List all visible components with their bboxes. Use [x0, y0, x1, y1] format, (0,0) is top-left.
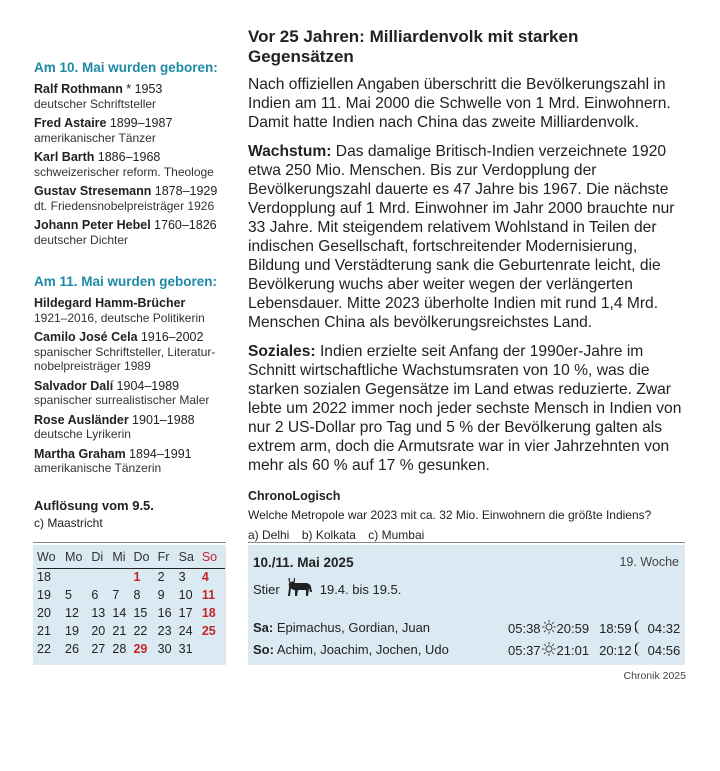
birthday-entry — [34, 296, 234, 325]
sun-icon — [542, 620, 556, 637]
weekday-label: Mo — [65, 549, 83, 564]
article-intro: Nach offiziellen Angaben überschritt die Bevölkerungszahl in Indien am 11. Mai 2000 die Schwelle von 1 Mrd. Einwohnern. Damit hatte Indien nach China das zweite Milliardenvolk. — [248, 76, 671, 131]
person-name: Salvador Dalí — [34, 378, 114, 393]
person-years: 1886–1968 — [97, 150, 161, 164]
calendar-day: 21 — [112, 623, 127, 638]
birthday-entry — [34, 379, 234, 408]
person-name: Rose Ausländer — [34, 412, 129, 427]
sun-icon — [542, 642, 556, 659]
calendar-week-number: 19 — [37, 587, 51, 602]
calendar-day: 6 — [91, 587, 99, 602]
sunset-time: 21:01 — [556, 643, 590, 658]
person-desc: deutscher Schriftsteller — [34, 96, 157, 111]
birthdays-column — [34, 60, 234, 530]
calendar-day: 10 — [178, 587, 193, 602]
calendar-day: 3 — [178, 569, 186, 584]
month-calendar — [33, 545, 226, 665]
person-years: 1894–1991 — [129, 446, 192, 461]
calendar-day: 15 — [133, 605, 148, 620]
zodiac-range: 19.4. bis 19.5. — [319, 582, 402, 597]
weekday-label: Di — [91, 549, 104, 564]
birthday-entry — [34, 82, 234, 111]
person-desc-cont: nobelpreisträger 1989 — [34, 359, 151, 373]
weekday-label: Fr — [157, 549, 170, 564]
day-label: Sa: — [253, 620, 274, 635]
calendar-week-number: 20 — [37, 605, 51, 620]
moonrise-time: 18:59 — [599, 621, 632, 636]
paragraph-keyword: Soziales: — [248, 343, 316, 360]
moonrise-time: 20:12 — [599, 643, 632, 658]
weekday-label: Wo — [37, 549, 56, 564]
sunset-time: 20:59 — [556, 621, 590, 636]
name-days: Achim, Joachim, Jochen, Udo — [273, 642, 449, 657]
weekday-label: Do — [133, 549, 150, 564]
article-title: Vor 25 Jahren: Milliardenvolk mit starken Gegensätzen — [248, 27, 579, 66]
sunrise-time: 05:37 — [508, 643, 541, 658]
paragraph-keyword: Wachstum: — [248, 143, 332, 160]
calendar-day: 11 — [201, 587, 216, 602]
name-days: Epimachus, Gordian, Juan — [273, 620, 431, 635]
birthday-entry — [34, 184, 234, 213]
paragraph-text: Indien erzielte seit Anfang der 1990er-Jahre im Schnitt wirtschaftliche Wachstumsraten von 10 %, was die starken sozialen Gegensätze im Land etwas reduzierte. Zwar lebte um 2022 immer noch jeder sechste Mensch in Indien von nur 2 US-Dollar pro Tag und 5 % der Bevölkerung galten als extrem arm, doch die Armutsrate war in vier Jahrzehnten von mehr als 60 % auf 17 % gesunken. — [248, 343, 682, 474]
calendar-week-row — [37, 623, 225, 641]
calendar-day: 27 — [91, 641, 106, 656]
person-desc: deutscher Dichter — [34, 232, 129, 247]
calendar-week-row — [37, 641, 225, 659]
person-name: Ralf Rothmann — [34, 82, 123, 96]
person-desc: dt. Friedensnobelpreisträger 1926 — [34, 198, 215, 213]
calendar-day: 26 — [65, 641, 79, 656]
day-row-saturday — [253, 620, 683, 635]
calendar-day: 25 — [201, 623, 216, 638]
person-desc: amerikanische Tänzerin — [34, 461, 162, 475]
person-desc: spanischer Schriftsteller, Literatur- — [34, 344, 216, 359]
person-name: Karl Barth — [34, 150, 95, 164]
calendar-day: 24 — [178, 623, 193, 638]
person-desc: amerikanischer Tänzer — [34, 130, 156, 145]
day-row-sunday — [253, 642, 683, 657]
article — [248, 27, 688, 544]
moon-icon — [635, 642, 645, 659]
moonset-time: 04:32 — [647, 621, 681, 636]
day-info-box — [248, 545, 685, 665]
calendar-week-number: 21 — [37, 623, 51, 638]
person-name: Johann Peter Hebel — [34, 218, 151, 232]
calendar-day: 19 — [65, 623, 79, 638]
calendar-table — [37, 549, 225, 659]
person-name: Hildegard Hamm-Brücher — [34, 296, 186, 310]
calendar-week-row — [37, 605, 225, 623]
calendar-day — [112, 569, 133, 588]
quiz-heading: ChronoLogisch — [248, 489, 341, 503]
calendar-week-row — [37, 587, 225, 605]
calendar-header-row — [37, 549, 225, 569]
person-desc: 1921–2016, deutsche Politikerin — [34, 310, 205, 325]
calendar-day: 12 — [65, 605, 79, 620]
weekday-label: Mi — [112, 549, 126, 564]
person-desc: spanischer surrealistischer Maler — [34, 393, 210, 407]
quiz-question: Welche Metropole war 2023 mit ca. 32 Mio. Einwohnern die größte Indiens? — [248, 508, 652, 522]
person-years: 1901–1988 — [132, 412, 195, 427]
zodiac — [253, 578, 401, 601]
birthday-entry — [34, 413, 234, 442]
article-paragraph-social — [248, 342, 688, 475]
calendar-day: 16 — [157, 605, 172, 620]
calendar-day: 5 — [65, 587, 72, 602]
calendar-day — [65, 569, 91, 588]
solution-heading: Auflösung vom 9.5. — [34, 497, 154, 513]
divider — [248, 542, 685, 543]
quiz-option: a) Delhi — [248, 528, 290, 542]
person-years: 1760–1826 — [154, 218, 217, 232]
article-paragraph-growth — [248, 142, 688, 332]
calendar-day: 1 — [133, 569, 141, 584]
calendar-day: 13 — [91, 605, 106, 620]
zodiac-name: Stier — [253, 582, 280, 597]
day-label: So: — [253, 642, 274, 657]
quiz-option: b) Kolkata — [301, 528, 356, 542]
sun-moon-times — [508, 642, 680, 659]
day-date: 10./11. Mai 2025 — [253, 555, 354, 570]
calendar-day: 31 — [178, 641, 193, 656]
person-name: Martha Graham — [34, 446, 126, 461]
calendar-day: 28 — [112, 641, 127, 656]
calendar-day: 4 — [201, 569, 209, 584]
person-desc: deutsche Lyrikerin — [34, 427, 131, 441]
calendar-day: 29 — [133, 641, 148, 656]
calendar-day: 14 — [112, 605, 127, 620]
calendar-day: 7 — [112, 587, 120, 602]
weekday-label: Sa — [178, 549, 194, 564]
person-name: Camilo José Cela — [34, 330, 138, 344]
calendar-day: 18 — [201, 605, 216, 620]
taurus-icon — [286, 578, 314, 601]
birthdays-heading-may11: Am 11. Mai wurden geboren: — [34, 274, 218, 289]
calendar-week-row — [37, 569, 225, 588]
calendar-day: 8 — [133, 587, 141, 602]
person-years: 1904–1989 — [116, 378, 180, 393]
calendar-day: 30 — [157, 641, 172, 656]
birthday-entry — [34, 150, 234, 179]
person-years: 1916–2002 — [140, 330, 204, 344]
footer-label: Chronik 2025 — [623, 670, 686, 682]
sun-moon-times — [508, 620, 680, 637]
calendar-week-number: 22 — [37, 641, 51, 656]
paragraph-text: Das damalige Britisch-Indien verzeichnete 1920 etwa 250 Mio. Menschen. Bis zur Verdopplung der Bevölkerungszahl dauerte es 47 Jahre bis 1967. Die nächste Verdopplung auf 1 Mrd. Einwohner im Jahr 2000 brauchte nur 33 Jahre. Mit steigendem relativem Wohlstand in Teilen der indischen Gesellschaft, fortschreitender Modernisierung, Bildung und Verstädterung sank die Geburtenrate leicht, die Bevölkerung wuchs aber weiter wegen der verlängerten Lebensdauer. Mitte 2023 überholte Indien mit rund 1,4 Mrd. Menschen China als bevölkerungsreichstes Land. — [248, 143, 675, 331]
birthdays-heading-may10: Am 10. Mai wurden geboren: — [34, 60, 218, 75]
calendar-day: 23 — [157, 623, 172, 638]
week-number: 19. Woche — [619, 555, 679, 569]
moonset-time: 04:56 — [647, 643, 681, 658]
solution-answer: c) Maastricht — [34, 515, 103, 530]
person-years: 1878–1929 — [154, 184, 218, 198]
quiz-block — [248, 489, 688, 544]
solution-block — [34, 498, 234, 530]
birthday-entry — [34, 116, 234, 145]
moon-icon — [635, 620, 645, 637]
calendar-day: 20 — [91, 623, 106, 638]
birthday-entry — [34, 447, 234, 476]
calendar-day: 17 — [178, 605, 193, 620]
birthday-entry — [34, 330, 234, 374]
calendar-day: 2 — [157, 569, 165, 584]
calendar-day: 9 — [157, 587, 165, 602]
person-name: Fred Astaire — [34, 116, 107, 130]
quiz-option: c) Mumbai — [368, 528, 425, 542]
person-years: 1899–1987 — [109, 116, 173, 130]
person-desc: schweizerischer reform. Theologe — [34, 164, 214, 179]
calendar-day: 22 — [133, 623, 148, 638]
sunrise-time: 05:38 — [508, 621, 541, 636]
birthday-entry — [34, 218, 234, 247]
calendar-day — [91, 569, 112, 588]
calendar-day — [202, 641, 225, 659]
calendar-week-number: 18 — [37, 569, 51, 584]
weekday-label: So — [201, 549, 218, 564]
person-years: * 1953 — [126, 82, 163, 96]
divider — [33, 542, 226, 543]
person-name: Gustav Stresemann — [34, 184, 152, 198]
